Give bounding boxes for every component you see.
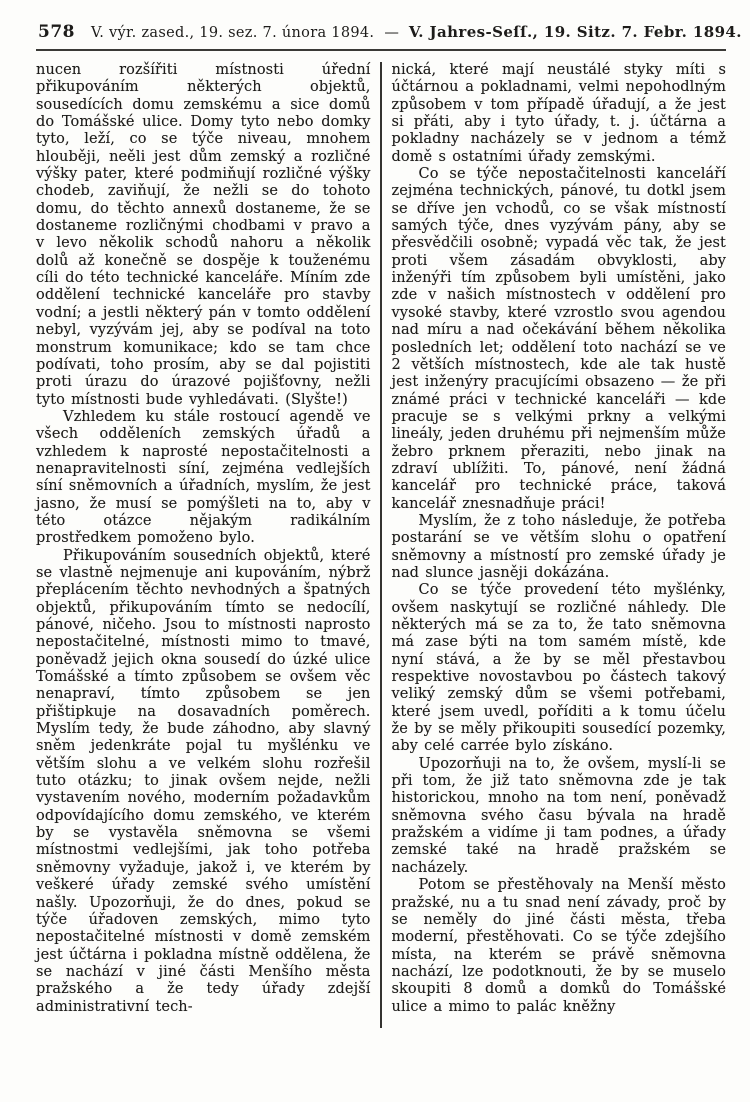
paragraph: Upozorňuji na to, že ovšem, myslí-li se při tom, že již tato sněmovna zde je tak historickou, mnoho na tom není, poněvadž sněmovna svého času bývala na hradě pražském a vidíme ji tam podnes, a úřady zemské také na hradě pražském se nacházely.	[391, 755, 726, 876]
page-header	[36, 20, 742, 51]
paragraph: Co se týče nepostačitelnosti kanceláří zejména technických, pánové, tu dotkl jsem se dříve jen vchodů, co se však místností samých týče, dnes vyzývám pány, aby se přesvědčili osobně; vypadá věc tak, že jest proti všem zásadám obvyklosti, aby inženýři tím způsobem byli umístěni, jako zde v našich místnostech v oddělení pro vysoké stavby, které vzrostlo svou agendou nad míru a nad očekávání během několika posledních let; oddělení toto nachází se ve 2 větších místnostech, kde ale tak hustě jest inženýry pracujícími obsazeno — že při známé práci v technické kanceláři — kde pracuje se s velkými prkny a velkými lineály, jeden druhému při nejmenším může žebro prknem přeraziti, nebo jinak na zdraví ublížiti. To, pánové, není žádná kancelář pro technické práce, taková kancelář znesnadňuje práci!	[391, 166, 726, 512]
two-column-body	[36, 62, 726, 1028]
page-number: 578	[38, 22, 75, 42]
left-column	[36, 62, 380, 1028]
header-separator: —	[384, 25, 399, 41]
header-citation-czech: V. výr. zased., 19. sez. 7. února 1894.	[91, 25, 375, 41]
paragraph: nucen rozšířiti místnosti úřední přikupováním některých objektů, sousedících domu zemskému a sice domů do Tomášské ulice. Domy tyto nebo domky tyto, leží, co se týče niveau, mnohem hlouběji, neěli jest dům zemský a rozličné výšky pater, které podmiňují rozličné výšky chodeb, zaviňují, že nežli se do tohoto domu, do těchto annexů dostaneme, že se dostaneme rozličnými chodbami v pravo a v levo několik schodů nahoru a několik dolů až konečně se dospěje k touženému cíli do této technické kanceláře. Míním zde oddělení technické kanceláře pro stavby vodní; a jestli některý pán v tomto oddělení nebyl, vyzývám jej, aby se podíval na toto monstrum komunikace; kdo se tam chce podívati, toho prosím, aby se dal pojistiti proti úrazu do úrazové pojišťovny, nežli tyto místnosti bude vyhledávati. (Slyšte!)	[36, 62, 371, 408]
header-citation-german: V. Jahres-Seſſ., 19. Sitz. 7. Febr. 1894.	[408, 23, 742, 41]
paragraph: Přikupováním sousedních objektů, které se vlastně nejmenuje ani kupováním, nýbrž přeplácením těchto nevhodných a špatných objektů, přikupováním tímto se nedocílí, pánové, ničeho. Jsou to místnosti naprosto nepostačitelné, místnosti mimo to tmavé, poněvadž jejich okna sousedí do úzké ulice Tomášské a tímto způsobem se ovšem věc nenapraví, tímto způsobem se jen přištipkuje na dosavadních poměrech. Myslím tedy, že bude záhodno, aby slavný sněm jedenkráte pojal tu myšlénku ve větším slohu a ve velkém slohu rozřešil tuto otázku; to jinak ovšem nejde, nežli vystavením nového, moderním požadavkům odpovídajícího domu zemského, ve kterém by se vystavěla sněmovna se všemi místnostmi vedlejšími, jak toho potřeba sněmovny vyžaduje, jakož i, ve kterém by veškeré úřady zemské svého umístění našly. Upozorňuji, že do dnes, pokud se týče úřadoven zemských, mimo tyto nepostačitelné místnosti v domě zemském jest účtárna i pokladna místně oddělena, že se nachází v jiné části Menšího města pražského a že tedy úřady zdejší administrativní tech-	[36, 547, 371, 1015]
paragraph: Myslím, že z toho následuje, že potřeba postarání se ve větším slohu o opatření sněmovny a místností pro zemské úřady je nad slunce jasněji dokázána.	[391, 512, 726, 581]
right-column	[382, 62, 727, 1028]
paragraph: Potom se přestěhovaly na Menší město pražské, nu a tu snad není závady, proč by se neměly do jiné části města, třeba moderní, přestěhovati. Co se týče zdejšího místa, na kterém se právě sněmovna nachází, lze podotknouti, že by se muselo skoupiti 8 domů a domků do Tomášské ulice a mimo to palác kněžny	[391, 877, 726, 1015]
paragraph: nická, které mají neustálé styky míti s účtárnou a pokladnami, velmi nepohodlným způsobem v tom případě úřadují, a že jest si přáti, aby i tyto úřady, t. j. účtárna a pokladny nacházely se v jednom a témž domě s ostatními úřady zemskými.	[391, 62, 726, 165]
paragraph: Co se týče provedení této myšlénky, ovšem naskytují se rozličné náhledy. Dle některých má se za to, že tato sněmovna má zase býti na tom samém místě, kde nyní stává, a že by se měl přestavbou respektive novostavbou po částech takový veliký zemský dům se všemi potřebami, které jsem uvedl, poříditi a k tomu účelu že by se měly přikoupiti sousedící pozemky, aby celé carrée bylo získáno.	[391, 582, 726, 755]
paragraph: Vzhledem ku stále rostoucí agendě ve všech odděleních zemských úřadů a vzhledem k naprosté nepostačitelnosti a nenapravitelnosti síní, zejména vedlejších síní sněmovních a úřadních, myslím, že jest jasno, že musí se pomýšleti na to, aby v této otázce nějakým radikálním prostředkem pomoženo bylo.	[36, 408, 371, 547]
